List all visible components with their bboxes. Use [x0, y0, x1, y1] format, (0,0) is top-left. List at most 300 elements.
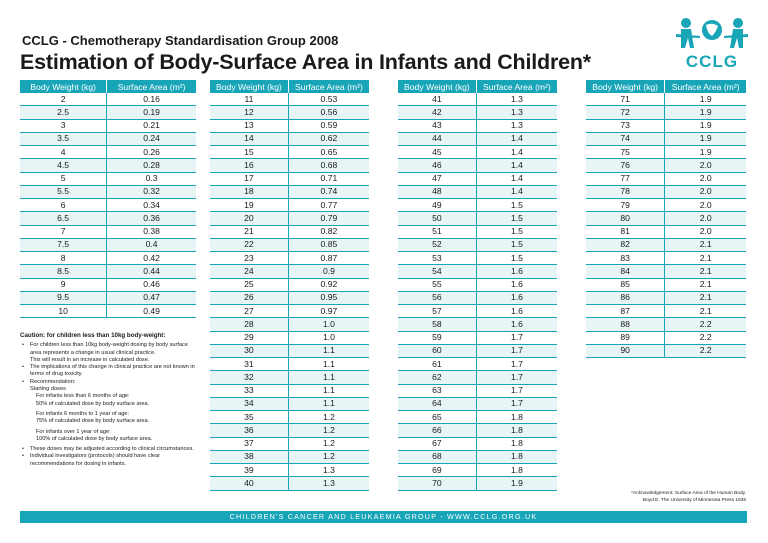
- caution-text: Starting doses: [30, 386, 66, 393]
- table-row: [210, 344, 369, 357]
- area-cell: 2.1: [665, 265, 746, 278]
- caution-bullet: [20, 342, 200, 357]
- area-cell: 1.1: [288, 397, 369, 410]
- area-column-header: Surface Area (m²): [665, 80, 746, 93]
- area-cell: 0.47: [107, 291, 196, 304]
- area-cell: 1.3: [288, 464, 369, 477]
- area-cell: 0.56: [288, 106, 369, 119]
- area-cell: 1.1: [288, 384, 369, 397]
- table-row: [20, 238, 196, 251]
- area-cell: 2.1: [665, 238, 746, 251]
- caution-text: Individual investigators (protocols) should have clear recommendations for dosing in infants.: [30, 453, 160, 467]
- table-row: [210, 397, 369, 410]
- table-row: [210, 331, 369, 344]
- area-cell: 1.6: [476, 305, 557, 318]
- table-row: [398, 252, 557, 265]
- table-row: [210, 477, 369, 490]
- area-cell: 1.1: [288, 358, 369, 371]
- weight-cell: 34: [210, 397, 288, 410]
- table-row: [210, 252, 369, 265]
- table-row: [20, 146, 196, 159]
- weight-cell: 32: [210, 371, 288, 384]
- table-row: [210, 305, 369, 318]
- weight-cell: 19: [210, 199, 288, 212]
- weight-cell: 55: [398, 278, 476, 291]
- table-row: [20, 225, 196, 238]
- caution-text: 100% of calculated dose by body surface area.: [36, 435, 153, 442]
- area-cell: 1.5: [476, 212, 557, 225]
- table-row: [210, 185, 369, 198]
- area-cell: 1.6: [476, 265, 557, 278]
- weight-cell: 33: [210, 384, 288, 397]
- area-column-header: Surface Area (m²): [288, 80, 369, 93]
- area-cell: 1.0: [288, 318, 369, 331]
- area-cell: 0.68: [288, 159, 369, 172]
- weight-cell: 83: [586, 252, 665, 265]
- table-row: [398, 318, 557, 331]
- weight-cell: 25: [210, 278, 288, 291]
- table-row: [586, 159, 746, 172]
- area-cell: 1.8: [476, 464, 557, 477]
- weight-column-header: Body Weight (kg): [398, 80, 476, 93]
- table-row: [210, 238, 369, 251]
- bsa-table-2: [210, 80, 369, 491]
- footer-banner: CHILDREN'S CANCER AND LEUKAEMIA GROUP - WWW.CCLG.ORG.UK: [20, 511, 747, 523]
- weight-cell: 82: [586, 238, 665, 251]
- weight-cell: 79: [586, 199, 665, 212]
- table-row: [586, 331, 746, 344]
- weight-cell: 3: [20, 119, 107, 132]
- weight-cell: 21: [210, 225, 288, 238]
- bullet-icon: •: [22, 446, 24, 453]
- area-cell: 1.7: [476, 358, 557, 371]
- bullet-icon: •: [22, 453, 24, 460]
- weight-cell: 40: [210, 477, 288, 490]
- area-cell: 2.2: [665, 331, 746, 344]
- area-cell: 0.34: [107, 199, 196, 212]
- weight-cell: 3.5: [20, 132, 107, 145]
- table-row: [210, 464, 369, 477]
- table-row: [210, 199, 369, 212]
- table-row: [20, 252, 196, 265]
- area-cell: 1.2: [288, 411, 369, 424]
- weight-cell: 85: [586, 278, 665, 291]
- weight-cell: 20: [210, 212, 288, 225]
- table-row: [398, 464, 557, 477]
- caution-title: Caution: for children less than 10kg body-weight:: [20, 332, 166, 339]
- table-row: [586, 106, 746, 119]
- area-cell: 2.1: [665, 252, 746, 265]
- bullet-icon: •: [22, 342, 24, 349]
- table-row: [20, 132, 196, 145]
- acknowledgement-line: Boyd E. The University of Minnesota Press 1935: [642, 497, 746, 503]
- caution-dose-rule: [20, 411, 200, 426]
- caution-bullet: [20, 446, 200, 453]
- weight-column-header: Body Weight (kg): [210, 80, 288, 93]
- area-cell: 1.7: [476, 371, 557, 384]
- area-cell: 0.65: [288, 146, 369, 159]
- area-cell: 1.8: [476, 424, 557, 437]
- weight-cell: 38: [210, 450, 288, 463]
- acknowledgement: [610, 491, 746, 504]
- area-cell: 0.49: [107, 305, 196, 318]
- weight-cell: 78: [586, 185, 665, 198]
- weight-cell: 74: [586, 132, 665, 145]
- weight-cell: 75: [586, 146, 665, 159]
- table-row: [398, 159, 557, 172]
- area-cell: 1.7: [476, 331, 557, 344]
- area-cell: 1.4: [476, 132, 557, 145]
- table-row: [210, 450, 369, 463]
- bsa-table-4: [586, 80, 746, 358]
- weight-cell: 6: [20, 199, 107, 212]
- weight-cell: 4: [20, 146, 107, 159]
- weight-cell: 14: [210, 132, 288, 145]
- area-cell: 1.3: [476, 93, 557, 106]
- area-cell: 0.9: [288, 265, 369, 278]
- table-row: [398, 424, 557, 437]
- area-cell: 1.7: [476, 397, 557, 410]
- weight-cell: 54: [398, 265, 476, 278]
- area-cell: 0.85: [288, 238, 369, 251]
- weight-cell: 53: [398, 252, 476, 265]
- weight-cell: 22: [210, 238, 288, 251]
- weight-cell: 84: [586, 265, 665, 278]
- area-column-header: Surface Area (m²): [476, 80, 557, 93]
- table-row: [210, 411, 369, 424]
- table-row: [586, 291, 746, 304]
- weight-cell: 4.5: [20, 159, 107, 172]
- area-cell: 1.4: [476, 159, 557, 172]
- area-cell: 0.19: [107, 106, 196, 119]
- weight-cell: 11: [210, 93, 288, 106]
- weight-cell: 86: [586, 291, 665, 304]
- area-cell: 1.5: [476, 252, 557, 265]
- table-row: [210, 384, 369, 397]
- weight-cell: 68: [398, 450, 476, 463]
- caution-text: Recommendation:: [30, 378, 76, 385]
- area-cell: 1.3: [476, 119, 557, 132]
- caution-subnote: [20, 357, 200, 364]
- area-cell: 1.4: [476, 146, 557, 159]
- table-row: [586, 225, 746, 238]
- weight-cell: 59: [398, 331, 476, 344]
- logo-figures-icon: [676, 16, 748, 54]
- table-row: [586, 278, 746, 291]
- weight-cell: 35: [210, 411, 288, 424]
- area-cell: 1.8: [476, 450, 557, 463]
- weight-cell: 67: [398, 437, 476, 450]
- table-row: [586, 132, 746, 145]
- area-cell: 2.0: [665, 199, 746, 212]
- area-cell: 0.92: [288, 278, 369, 291]
- area-cell: 0.24: [107, 132, 196, 145]
- weight-cell: 2.5: [20, 106, 107, 119]
- table-row: [210, 371, 369, 384]
- weight-cell: 15: [210, 146, 288, 159]
- area-cell: 0.28: [107, 159, 196, 172]
- area-cell: 1.9: [665, 132, 746, 145]
- caution-text: These doses may be adjusted according to clinical circumstances.: [30, 446, 194, 453]
- weight-cell: 17: [210, 172, 288, 185]
- area-cell: 2.0: [665, 225, 746, 238]
- weight-cell: 63: [398, 384, 476, 397]
- weight-cell: 58: [398, 318, 476, 331]
- logo-text: CCLG: [685, 52, 739, 71]
- table-row: [20, 172, 196, 185]
- weight-cell: 48: [398, 185, 476, 198]
- caution-subnote: [20, 386, 200, 393]
- weight-cell: 46: [398, 159, 476, 172]
- weight-cell: 24: [210, 265, 288, 278]
- table-row: [210, 265, 369, 278]
- weight-cell: 69: [398, 464, 476, 477]
- caution-text: 75% of calculated dose by body surface area.: [36, 418, 150, 425]
- table-row: [398, 106, 557, 119]
- table-row: [20, 278, 196, 291]
- table-row: [210, 93, 369, 106]
- weight-cell: 73: [586, 119, 665, 132]
- weight-cell: 90: [586, 344, 665, 357]
- area-cell: 1.5: [476, 238, 557, 251]
- area-cell: 1.9: [665, 106, 746, 119]
- table-row: [586, 265, 746, 278]
- table-row: [210, 291, 369, 304]
- weight-cell: 6.5: [20, 212, 107, 225]
- area-cell: 1.1: [288, 344, 369, 357]
- table-row: [20, 212, 196, 225]
- area-cell: 1.6: [476, 278, 557, 291]
- area-cell: 2.2: [665, 344, 746, 357]
- weight-cell: 61: [398, 358, 476, 371]
- area-cell: 0.62: [288, 132, 369, 145]
- table-row: [210, 437, 369, 450]
- weight-cell: 30: [210, 344, 288, 357]
- area-cell: 0.16: [107, 93, 196, 106]
- weight-cell: 56: [398, 291, 476, 304]
- weight-cell: 16: [210, 159, 288, 172]
- table-row: [20, 185, 196, 198]
- table-row: [398, 371, 557, 384]
- weight-cell: 8: [20, 252, 107, 265]
- weight-column-header: Body Weight (kg): [586, 80, 665, 93]
- bullet-icon: •: [22, 364, 24, 371]
- area-cell: 1.1: [288, 371, 369, 384]
- caution-text: For infants 6 months to 1 year of age:: [36, 410, 129, 417]
- area-cell: 1.2: [288, 424, 369, 437]
- area-cell: 0.44: [107, 265, 196, 278]
- area-cell: 1.6: [476, 318, 557, 331]
- table-row: [398, 132, 557, 145]
- bsa-table-3: [398, 80, 557, 491]
- weight-cell: 42: [398, 106, 476, 119]
- area-cell: 0.74: [288, 185, 369, 198]
- weight-cell: 52: [398, 238, 476, 251]
- weight-cell: 13: [210, 119, 288, 132]
- weight-cell: 51: [398, 225, 476, 238]
- table-row: [586, 146, 746, 159]
- table-row: [20, 106, 196, 119]
- table-row: [210, 278, 369, 291]
- bullet-icon: •: [22, 378, 24, 385]
- area-cell: 2.0: [665, 172, 746, 185]
- area-cell: 0.4: [107, 238, 196, 251]
- table-row: [586, 318, 746, 331]
- table-row: [210, 132, 369, 145]
- caution-notes: [20, 332, 200, 468]
- table-row: [20, 119, 196, 132]
- table-row: [20, 159, 196, 172]
- area-cell: 0.42: [107, 252, 196, 265]
- caution-subnote: [20, 364, 200, 379]
- area-cell: 0.71: [288, 172, 369, 185]
- area-cell: 0.82: [288, 225, 369, 238]
- area-cell: 2.1: [665, 305, 746, 318]
- table-row: [586, 252, 746, 265]
- weight-cell: 27: [210, 305, 288, 318]
- table-row: [398, 291, 557, 304]
- weight-cell: 50: [398, 212, 476, 225]
- area-cell: 2.0: [665, 185, 746, 198]
- weight-cell: 12: [210, 106, 288, 119]
- area-cell: 1.3: [476, 106, 557, 119]
- weight-cell: 37: [210, 437, 288, 450]
- area-cell: 1.4: [476, 185, 557, 198]
- table-row: [398, 172, 557, 185]
- weight-cell: 76: [586, 159, 665, 172]
- weight-cell: 10: [20, 305, 107, 318]
- caution-dose-rule: [20, 429, 200, 444]
- table-row: [586, 119, 746, 132]
- weight-cell: 7.5: [20, 238, 107, 251]
- table-row: [210, 119, 369, 132]
- table-row: [398, 477, 557, 490]
- weight-cell: 2: [20, 93, 107, 106]
- area-cell: 0.59: [288, 119, 369, 132]
- area-cell: 0.77: [288, 199, 369, 212]
- area-cell: 1.8: [476, 437, 557, 450]
- table-row: [398, 437, 557, 450]
- area-cell: 2.0: [665, 159, 746, 172]
- weight-cell: 70: [398, 477, 476, 490]
- weight-cell: 60: [398, 344, 476, 357]
- acknowledgement-line: *Acknowledgement: Surface Area of the Human Body.: [631, 491, 746, 496]
- table-row: [398, 397, 557, 410]
- weight-cell: 66: [398, 424, 476, 437]
- weight-cell: 87: [586, 305, 665, 318]
- table-row: [20, 93, 196, 106]
- caution-text: For infants less than 6 months of age:: [36, 393, 130, 400]
- area-cell: 1.6: [476, 291, 557, 304]
- caution-text: The implications of this change in clinical practice are not known in terms of drug toxicity.: [30, 364, 195, 378]
- weight-cell: 77: [586, 172, 665, 185]
- weight-cell: 18: [210, 185, 288, 198]
- weight-cell: 31: [210, 358, 288, 371]
- table-row: [210, 358, 369, 371]
- weight-cell: 81: [586, 225, 665, 238]
- table-row: [398, 225, 557, 238]
- area-cell: 2.1: [665, 278, 746, 291]
- area-cell: 1.9: [665, 119, 746, 132]
- area-cell: 1.5: [476, 225, 557, 238]
- area-cell: 0.95: [288, 291, 369, 304]
- table-row: [586, 344, 746, 357]
- area-cell: 1.4: [476, 172, 557, 185]
- area-cell: 0.32: [107, 185, 196, 198]
- weight-cell: 23: [210, 252, 288, 265]
- table-row: [398, 450, 557, 463]
- caution-dose-rule: [20, 393, 200, 408]
- table-row: [398, 238, 557, 251]
- table-row: [398, 119, 557, 132]
- caution-text: For children less than 10kg body-weight dosing by body surface area represents a change in usual clinical practice.: [30, 342, 188, 356]
- table-row: [586, 199, 746, 212]
- area-cell: 0.36: [107, 212, 196, 225]
- table-row: [586, 93, 746, 106]
- area-cell: 1.2: [288, 450, 369, 463]
- table-row: [210, 172, 369, 185]
- weight-cell: 8.5: [20, 265, 107, 278]
- area-cell: 1.3: [288, 477, 369, 490]
- table-row: [398, 331, 557, 344]
- table-row: [210, 146, 369, 159]
- area-cell: 0.26: [107, 146, 196, 159]
- area-cell: 1.2: [288, 437, 369, 450]
- area-cell: 2.1: [665, 291, 746, 304]
- table-row: [20, 199, 196, 212]
- page-title: Estimation of Body-Surface Area in Infants and Children*: [20, 50, 591, 74]
- table-row: [20, 265, 196, 278]
- weight-cell: 36: [210, 424, 288, 437]
- area-cell: 1.7: [476, 384, 557, 397]
- weight-cell: 57: [398, 305, 476, 318]
- caution-text: For infants over 1 year of age:: [36, 428, 111, 435]
- caution-bullet: [20, 379, 200, 386]
- weight-cell: 71: [586, 93, 665, 106]
- area-cell: 0.79: [288, 212, 369, 225]
- weight-cell: 5: [20, 172, 107, 185]
- table-row: [398, 93, 557, 106]
- area-cell: 0.53: [288, 93, 369, 106]
- table-row: [398, 212, 557, 225]
- area-cell: 1.7: [476, 344, 557, 357]
- table-row: [586, 212, 746, 225]
- weight-cell: 89: [586, 331, 665, 344]
- caution-text: 50% of calculated dose by body surface area.: [36, 400, 150, 407]
- area-cell: 1.9: [476, 477, 557, 490]
- weight-cell: 7: [20, 225, 107, 238]
- table-row: [20, 305, 196, 318]
- area-cell: 1.0: [288, 331, 369, 344]
- table-row: [210, 212, 369, 225]
- area-cell: 2.2: [665, 318, 746, 331]
- table-row: [398, 358, 557, 371]
- area-cell: 0.38: [107, 225, 196, 238]
- bsa-table-1: [20, 80, 196, 318]
- weight-cell: 65: [398, 411, 476, 424]
- table-row: [586, 238, 746, 251]
- weight-cell: 9: [20, 278, 107, 291]
- weight-cell: 45: [398, 146, 476, 159]
- area-cell: 0.87: [288, 252, 369, 265]
- area-cell: 1.5: [476, 199, 557, 212]
- weight-cell: 9.5: [20, 291, 107, 304]
- weight-cell: 39: [210, 464, 288, 477]
- table-row: [20, 291, 196, 304]
- table-row: [398, 146, 557, 159]
- table-row: [398, 265, 557, 278]
- table-row: [586, 172, 746, 185]
